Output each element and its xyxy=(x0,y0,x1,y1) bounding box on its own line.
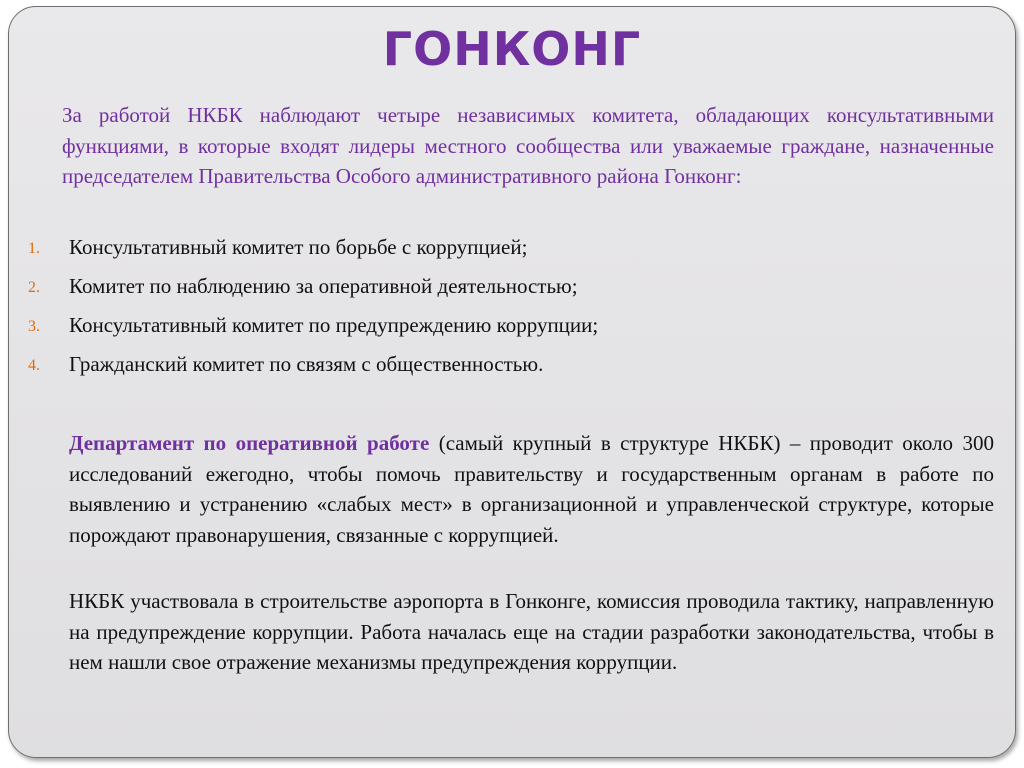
department-name: Департамент по оперативной работе xyxy=(69,431,430,455)
list-item xyxy=(0,310,1024,349)
list-number: 1. xyxy=(28,240,40,257)
committee-list xyxy=(0,232,1024,388)
list-item xyxy=(0,232,1024,271)
list-number: 2. xyxy=(28,279,40,296)
list-item xyxy=(0,349,1024,388)
list-text: Комитет по наблюдению за оперативной деятельностью; xyxy=(69,274,578,298)
list-number: 3. xyxy=(28,318,40,335)
airport-paragraph: НКБК участвовала в строительстве аэропорта в Гонконге, комиссия проводила тактику, направленную на предупреждение коррупции. Работа началась еще на стадии разработки законодательства, чтобы в нем нашли свое отражение механизмы предупреждения коррупции. xyxy=(69,589,994,674)
list-item xyxy=(0,271,1024,310)
list-text: Консультативный комитет по борьбе с коррупцией; xyxy=(69,235,528,259)
list-text: Консультативный комитет по предупреждению коррупции; xyxy=(69,313,599,337)
slide-title: ГОНКОНГ xyxy=(382,22,642,76)
intro-paragraph: За работой НКБК наблюдают четыре независимых комитета, обладающих консультативными функциями, в которые входят лидеры местного сообщества или уважаемые граждане, назначенные председателем Правительства Особого административного района Гонконг: xyxy=(62,103,994,188)
department-paragraph xyxy=(69,428,994,550)
list-number: 4. xyxy=(28,357,40,374)
list-text: Гражданский комитет по связям с общественностью. xyxy=(69,352,544,376)
department-description: (самый крупный в структуре НКБК) – проводит около 300 исследований ежегодно, чтобы помочь правительству и государственным органам в работе по выявлению и устранению «слабых мест» в организационной и управленческой структуре, которые порождают правонарушения, связанные с коррупцией. xyxy=(69,431,994,547)
